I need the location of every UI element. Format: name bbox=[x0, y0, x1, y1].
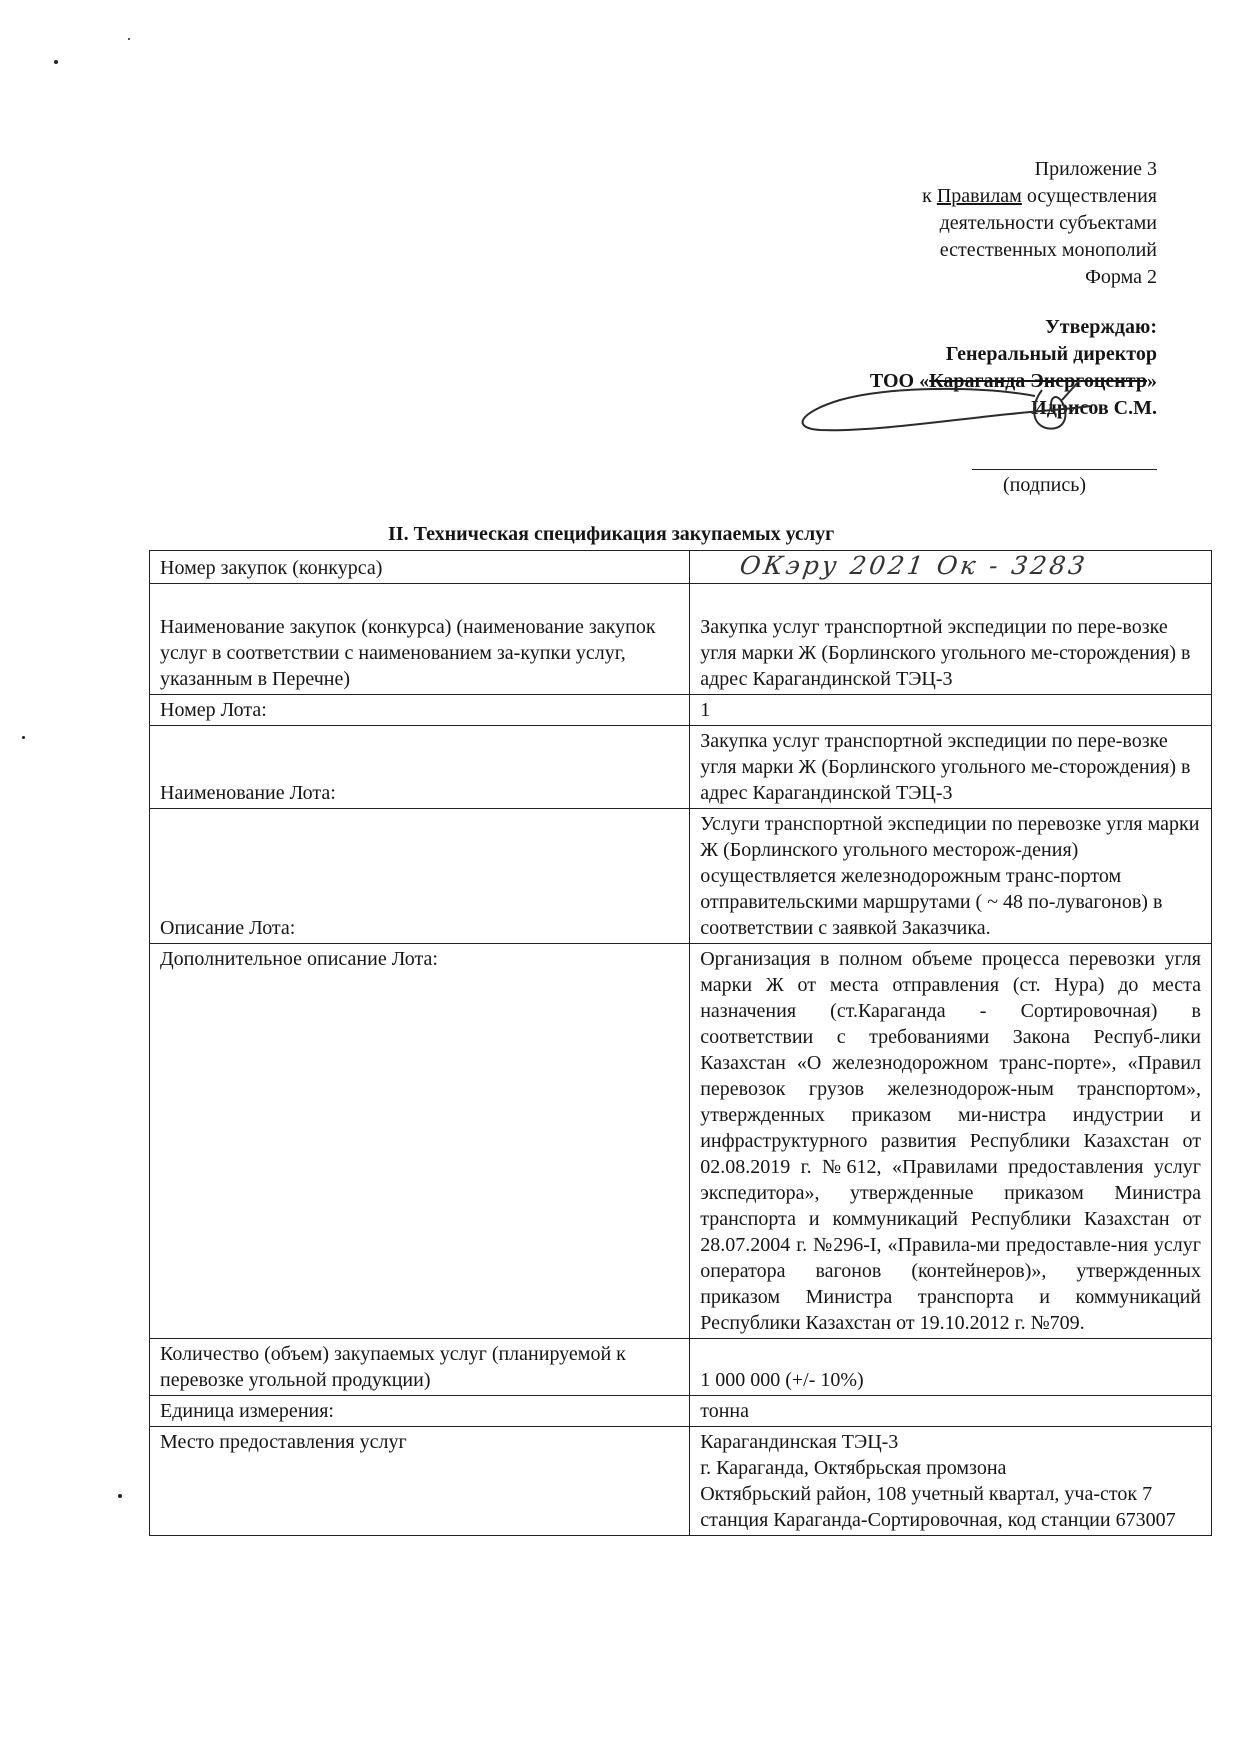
place-line: Октябрьский район, 108 учетный квартал, уча-сток 7 bbox=[700, 1483, 1153, 1505]
rules-link[interactable]: Правилам bbox=[936, 185, 1022, 207]
appendix-line: Приложение 3 bbox=[1034, 158, 1157, 180]
scan-speck bbox=[118, 1494, 122, 1498]
appendix-suffix: осуществления bbox=[1021, 185, 1157, 207]
lot-additional-value: Организация в полном объеме процесса перевозки угля марки Ж от места отправления (ст. Нура) до места назначения (ст.Караганда - Сортировочная) в соответствии с требованиями Закона Респуб-лики Казахстан «О железнодорожном транс-порте», «Правил перевозок грузов железнодорож-ным транспортом», утвержденных приказом ми-нистра индустрии и инфраструктурного развития Республики Казахстан от 02.08.2019 г. №612, «Правилами предоставления услуг экспедитора», утвержденные приказом Министра транспорта и коммуникаций Республики Казахстан от 28.07.2004 г. №296-I, «Правила-ми предоставле-ния услуг оператора вагонов (контейнеров)», утвержденных приказом Министра транспорта и коммуникаций Республики Казахстан от 19.10.2012 г. №709. bbox=[690, 944, 1212, 1339]
scan-speck bbox=[128, 38, 130, 40]
form-number: Форма 2 bbox=[1085, 266, 1157, 288]
approver-company: ТОО «Караганда Энергоцентр» bbox=[869, 370, 1157, 392]
place-value bbox=[690, 1427, 1212, 1536]
procurement-name-label: Наименование закупок (конкурса) (наименование закупок услуг в соответствии с наименованием за-купки услуг, указанным в Перечне) bbox=[150, 584, 690, 695]
lot-number-value: 1 bbox=[690, 695, 1212, 726]
lot-description-label: Описание Лота: bbox=[150, 809, 690, 944]
handwritten-number: ОКэру 2021 Ок - 3283 bbox=[738, 551, 1090, 580]
appendix-line: деятельности субъектами bbox=[939, 212, 1157, 234]
unit-label: Единица измерения: bbox=[150, 1396, 690, 1427]
place-label: Место предоставления услуг bbox=[150, 1427, 690, 1536]
section-title: II. Техническая спецификация закупаемых услуг bbox=[388, 523, 835, 545]
table-row bbox=[150, 1427, 1212, 1536]
table-row bbox=[150, 551, 1212, 584]
scan-speck bbox=[54, 60, 58, 64]
specification-table bbox=[149, 550, 1212, 1536]
table-row bbox=[150, 1339, 1212, 1396]
lot-name-value: Закупка услуг транспортной экспедиции по пере-возке угля марки Ж (Борлинского угольного ме-сторождения) в адрес Карагандинской ТЭЦ-3 bbox=[690, 726, 1212, 809]
signature-caption: (подпись) bbox=[1003, 474, 1087, 496]
lot-name-label: Наименование Лота: bbox=[150, 726, 690, 809]
approval-heading: Утверждаю: bbox=[1045, 316, 1157, 338]
lot-description-value: Услуги транспортной экспедиции по перевозке угля марки Ж (Борлинского угольного месторож-дения) осуществляется железнодорожным транс-портом отправительскими маршрутами ( ~ 48 по-лувагонов) в соответствии с заявкой Заказчика. bbox=[690, 809, 1212, 944]
place-line: г. Караганда, Октябрьская промзона bbox=[700, 1457, 1007, 1479]
procurement-number-label: Номер закупок (конкурса) bbox=[150, 551, 690, 584]
lot-number-label: Номер Лота: bbox=[150, 695, 690, 726]
company-name: Караганда Энергоцентр bbox=[929, 370, 1147, 392]
table-row bbox=[150, 1396, 1212, 1427]
quantity-label: Количество (объем) закупаемых услуг (планируемой к перевозке угольной продукции) bbox=[150, 1339, 690, 1396]
appendix-prefix: к bbox=[922, 185, 937, 207]
table-row bbox=[150, 584, 1212, 695]
table-row bbox=[150, 695, 1212, 726]
unit-value: тонна bbox=[690, 1396, 1212, 1427]
approver-name: Идрисов С.М. bbox=[1031, 397, 1157, 419]
signature-line bbox=[972, 469, 1157, 470]
quantity-value: 1 000 000 (+/- 10%) bbox=[690, 1339, 1212, 1396]
table-row bbox=[150, 809, 1212, 944]
place-line: станция Караганда-Сортировочная, код станции 673007 bbox=[700, 1509, 1176, 1531]
appendix-line: естественных монополий bbox=[939, 239, 1157, 261]
approver-position: Генеральный директор bbox=[945, 343, 1157, 365]
lot-additional-label: Дополнительное описание Лота: bbox=[150, 944, 690, 1339]
appendix-line bbox=[922, 183, 1157, 210]
signature-scribble bbox=[780, 372, 1110, 452]
procurement-name-value: Закупка услуг транспортной экспедиции по пере-возке угля марки Ж (Борлинского угольного ме-сторождения) в адрес Карагандинской ТЭЦ-3 bbox=[690, 584, 1212, 695]
appendix-header bbox=[922, 156, 1157, 291]
place-line: Карагандинская ТЭЦ-3 bbox=[700, 1431, 899, 1453]
table-row bbox=[150, 944, 1212, 1339]
table-row bbox=[150, 726, 1212, 809]
procurement-number-value bbox=[690, 551, 1212, 584]
scan-speck bbox=[22, 736, 25, 739]
